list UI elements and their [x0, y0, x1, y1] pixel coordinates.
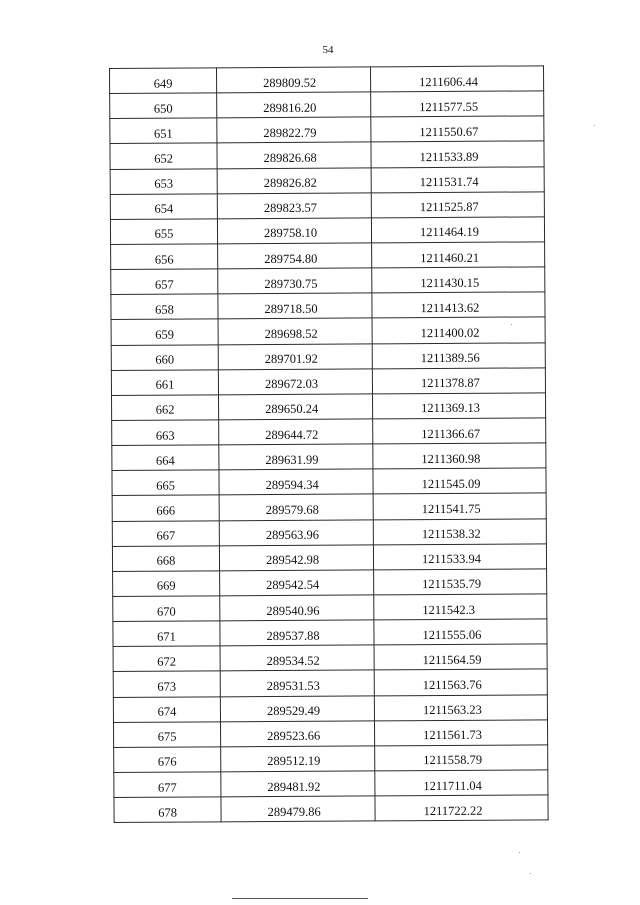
cell-text: 658 [155, 302, 174, 317]
cell-text: 659 [155, 327, 175, 342]
cell-text: 1211413.62 [420, 300, 480, 316]
point-number-cell [110, 68, 217, 94]
x-coordinate-cell [217, 167, 371, 193]
table-row [111, 342, 545, 370]
table-row [110, 116, 544, 144]
cell-text: 667 [156, 528, 176, 543]
point-number-cell [113, 571, 220, 597]
x-coordinate-cell [220, 695, 374, 721]
scan-speck [594, 125, 595, 126]
cell-text: 651 [153, 126, 173, 141]
cell-text: 662 [155, 403, 175, 418]
cell-text: 1211369.13 [421, 401, 481, 416]
x-coordinate-cell [218, 243, 372, 269]
y-coordinate-cell [372, 393, 545, 419]
cell-text: 1211430.15 [420, 275, 480, 290]
y-coordinate-cell [371, 116, 544, 142]
cell-text: 653 [154, 176, 174, 191]
cell-text: 289594.34 [265, 477, 319, 492]
point-number-cell [112, 445, 219, 471]
cell-text: 1211545.09 [421, 476, 481, 491]
y-coordinate-cell [374, 644, 547, 670]
cell-text: 289826.68 [263, 150, 317, 166]
point-number-cell [113, 621, 220, 647]
x-coordinate-cell [218, 318, 372, 344]
cell-text: 289816.20 [263, 100, 317, 115]
point-number-cell [111, 344, 218, 370]
point-number-cell [111, 269, 218, 295]
cell-text: 289523.66 [267, 729, 321, 744]
y-coordinate-cell [372, 267, 545, 293]
cell-text: 674 [157, 704, 177, 719]
cell-text: 1211563.76 [422, 677, 482, 693]
table-row [111, 317, 545, 345]
table-row [114, 795, 548, 823]
x-coordinate-cell [217, 193, 371, 219]
x-coordinate-cell [220, 721, 374, 747]
cell-text: 1211577.55 [419, 99, 479, 114]
y-coordinate-cell [374, 694, 547, 720]
y-coordinate-cell [373, 468, 546, 494]
cell-text: 1211525.87 [419, 200, 479, 215]
cell-text: 652 [154, 151, 173, 166]
point-number-cell [113, 721, 220, 747]
cell-text: 675 [157, 729, 177, 745]
cell-text: 1211558.79 [423, 753, 483, 768]
cell-text: 1211538.32 [421, 526, 481, 542]
x-coordinate-cell [220, 570, 374, 596]
table-row [111, 368, 545, 396]
x-coordinate-cell [220, 645, 374, 671]
point-number-cell [111, 395, 218, 421]
cell-text: 1211400.02 [420, 325, 480, 341]
table-row [112, 418, 546, 446]
y-coordinate-cell [371, 141, 544, 167]
table-row [114, 770, 548, 798]
cell-text: 676 [157, 755, 177, 770]
cell-text: 289823.57 [263, 201, 318, 216]
y-coordinate-cell [374, 569, 547, 595]
y-coordinate-cell [372, 317, 545, 343]
cell-text: 1211360.98 [421, 451, 481, 466]
cell-text: 289758.10 [263, 226, 318, 241]
cell-text: 1211464.19 [419, 225, 479, 240]
point-number-cell [112, 420, 219, 446]
cell-text: 289512.19 [267, 754, 321, 769]
table-row [112, 443, 546, 471]
cell-text: 289701.92 [264, 351, 318, 367]
table-row [110, 192, 544, 220]
cell-text: 289650.24 [265, 402, 319, 417]
table-row [111, 267, 545, 295]
table-row [113, 694, 547, 722]
y-coordinate-cell [372, 368, 545, 394]
cell-text: 664 [155, 453, 175, 468]
cell-text: 660 [155, 352, 175, 367]
coordinates-table [109, 65, 549, 823]
cell-text: 673 [157, 679, 177, 694]
y-coordinate-cell [375, 745, 548, 771]
table-row [113, 619, 547, 647]
y-coordinate-cell [375, 795, 548, 821]
x-coordinate-cell [217, 67, 371, 93]
table-row [112, 493, 546, 521]
x-coordinate-cell [219, 494, 373, 520]
x-coordinate-cell [220, 670, 374, 696]
point-number-cell [111, 244, 218, 270]
x-coordinate-cell [218, 394, 372, 420]
x-coordinate-cell [219, 469, 373, 495]
cell-text: 289672.03 [264, 377, 319, 392]
cell-text: 677 [157, 780, 177, 795]
cell-text: 289529.49 [266, 703, 321, 719]
cell-text: 289698.52 [264, 326, 318, 342]
y-coordinate-cell [374, 719, 547, 745]
y-coordinate-cell [374, 594, 547, 620]
cell-text: 289540.96 [266, 603, 320, 618]
y-coordinate-cell [371, 192, 544, 218]
x-coordinate-cell [218, 369, 372, 395]
point-number-cell [113, 696, 220, 722]
cell-text: 289754.80 [264, 251, 318, 266]
cell-text: 1211711.04 [423, 778, 482, 793]
x-coordinate-cell [221, 771, 375, 797]
table-row [113, 644, 547, 672]
x-coordinate-cell [218, 268, 372, 294]
table-row [111, 242, 545, 270]
table-row [110, 66, 544, 94]
cell-text: 650 [153, 101, 173, 116]
table-row [111, 393, 545, 421]
table-row [110, 166, 544, 194]
point-number-cell [110, 143, 217, 169]
y-coordinate-cell [372, 342, 545, 368]
y-coordinate-cell [373, 443, 546, 469]
point-number-cell [112, 520, 219, 546]
point-number-cell [114, 747, 221, 773]
cell-text: 666 [156, 503, 176, 518]
cell-text: 655 [154, 227, 174, 242]
cell-text: 670 [156, 604, 176, 619]
scan-speck [530, 873, 531, 874]
cell-text: 665 [156, 478, 175, 493]
cell-text: 1211550.67 [419, 124, 479, 140]
table-row [112, 544, 546, 572]
y-coordinate-cell [370, 66, 543, 92]
cell-text: 289537.88 [266, 628, 320, 643]
table-row [112, 468, 546, 496]
point-number-cell [112, 546, 219, 572]
cell-text: 289644.72 [265, 427, 319, 442]
y-coordinate-cell [371, 217, 544, 243]
page-number: 54 [322, 44, 334, 56]
cell-text: 289481.92 [267, 779, 321, 794]
table-row [110, 217, 544, 245]
point-number-cell [112, 470, 219, 496]
cell-text: 661 [155, 377, 175, 393]
y-coordinate-cell [375, 770, 548, 796]
cell-text: 663 [155, 428, 175, 443]
cell-text: 289542.54 [266, 578, 320, 593]
x-coordinate-cell [219, 419, 373, 445]
cell-text: 289579.68 [265, 502, 319, 518]
y-coordinate-cell [371, 91, 544, 117]
scan-speck [511, 324, 512, 325]
cell-text: 656 [154, 252, 174, 267]
point-number-cell [110, 194, 217, 220]
y-coordinate-cell [374, 619, 547, 645]
cell-text: 289542.98 [265, 553, 320, 568]
cell-text: 1211378.87 [420, 376, 480, 391]
cell-text: 1211722.22 [423, 803, 483, 818]
cell-text: 1211555.06 [422, 627, 482, 642]
point-number-cell [113, 671, 220, 697]
y-coordinate-cell [373, 493, 546, 519]
cell-text: 289563.96 [265, 527, 320, 543]
table-row [111, 292, 545, 320]
x-coordinate-cell [221, 796, 375, 822]
cell-text: 289718.50 [264, 301, 318, 316]
x-coordinate-cell [221, 746, 375, 772]
table-row [113, 569, 547, 597]
table-row [110, 91, 544, 119]
cell-text: 668 [156, 553, 176, 569]
point-number-cell [114, 772, 221, 798]
point-number-cell [113, 596, 220, 622]
table-row [112, 518, 546, 546]
y-coordinate-cell [373, 418, 546, 444]
table-row [110, 141, 544, 169]
cell-text: 671 [157, 629, 176, 644]
point-number-cell [110, 219, 217, 245]
x-coordinate-cell [219, 519, 373, 545]
y-coordinate-cell [373, 544, 546, 570]
cell-text: 654 [154, 201, 174, 217]
table-row [113, 719, 547, 747]
cell-text: 1211533.94 [421, 552, 481, 567]
table-row [113, 669, 547, 697]
cell-text: 1211542.3 [422, 602, 476, 617]
point-number-cell [111, 294, 218, 320]
x-coordinate-cell [217, 142, 371, 168]
x-coordinate-cell [217, 117, 371, 143]
y-coordinate-cell [374, 669, 547, 695]
point-number-cell [112, 495, 219, 521]
point-number-cell [110, 118, 217, 144]
cell-text: 1211564.59 [422, 652, 482, 667]
x-coordinate-cell [220, 595, 374, 621]
cell-text: 657 [154, 277, 174, 292]
cell-text: 289479.86 [267, 804, 321, 819]
footer-rule [232, 898, 368, 899]
scan-speck [519, 852, 520, 853]
point-number-cell [113, 646, 220, 672]
x-coordinate-cell [218, 343, 372, 369]
cell-text: 672 [157, 654, 177, 669]
y-coordinate-cell [373, 518, 546, 544]
cell-text: 1211563.23 [422, 702, 482, 718]
cell-text: 1211531.74 [419, 174, 479, 190]
cell-text: 669 [156, 579, 176, 594]
y-coordinate-cell [371, 166, 544, 192]
cell-text: 678 [158, 805, 177, 820]
x-coordinate-cell [220, 620, 374, 646]
x-coordinate-cell [217, 92, 371, 118]
table-row [114, 745, 548, 773]
cell-text: 289531.53 [266, 678, 320, 694]
cell-text: 1211460.21 [420, 250, 480, 265]
cell-text: 1211606.44 [419, 74, 479, 89]
x-coordinate-cell [217, 218, 371, 244]
cell-text: 289631.99 [265, 452, 319, 467]
cell-text: 1211535.79 [422, 577, 482, 592]
table-row [113, 594, 547, 622]
cell-text: 289822.79 [263, 125, 317, 140]
x-coordinate-cell [219, 545, 373, 571]
y-coordinate-cell [372, 242, 545, 268]
point-number-cell [110, 93, 217, 119]
point-number-cell [114, 797, 221, 823]
cell-text: 1211389.56 [420, 350, 480, 366]
cell-text: 289809.52 [263, 75, 317, 90]
cell-text: 1211561.73 [423, 728, 483, 743]
cell-text: 1211366.67 [421, 426, 481, 441]
x-coordinate-cell [219, 444, 373, 470]
point-number-cell [111, 370, 218, 396]
cell-text: 289534.52 [266, 653, 320, 668]
y-coordinate-cell [372, 292, 545, 318]
coordinates-table-body [110, 66, 549, 823]
cell-text: 289730.75 [264, 276, 318, 291]
cell-text: 289826.82 [263, 175, 317, 191]
cell-text: 1211533.89 [419, 149, 479, 165]
point-number-cell [110, 168, 217, 194]
x-coordinate-cell [218, 293, 372, 319]
point-number-cell [111, 319, 218, 345]
cell-text: 1211541.75 [421, 501, 481, 517]
cell-text: 649 [153, 76, 173, 91]
